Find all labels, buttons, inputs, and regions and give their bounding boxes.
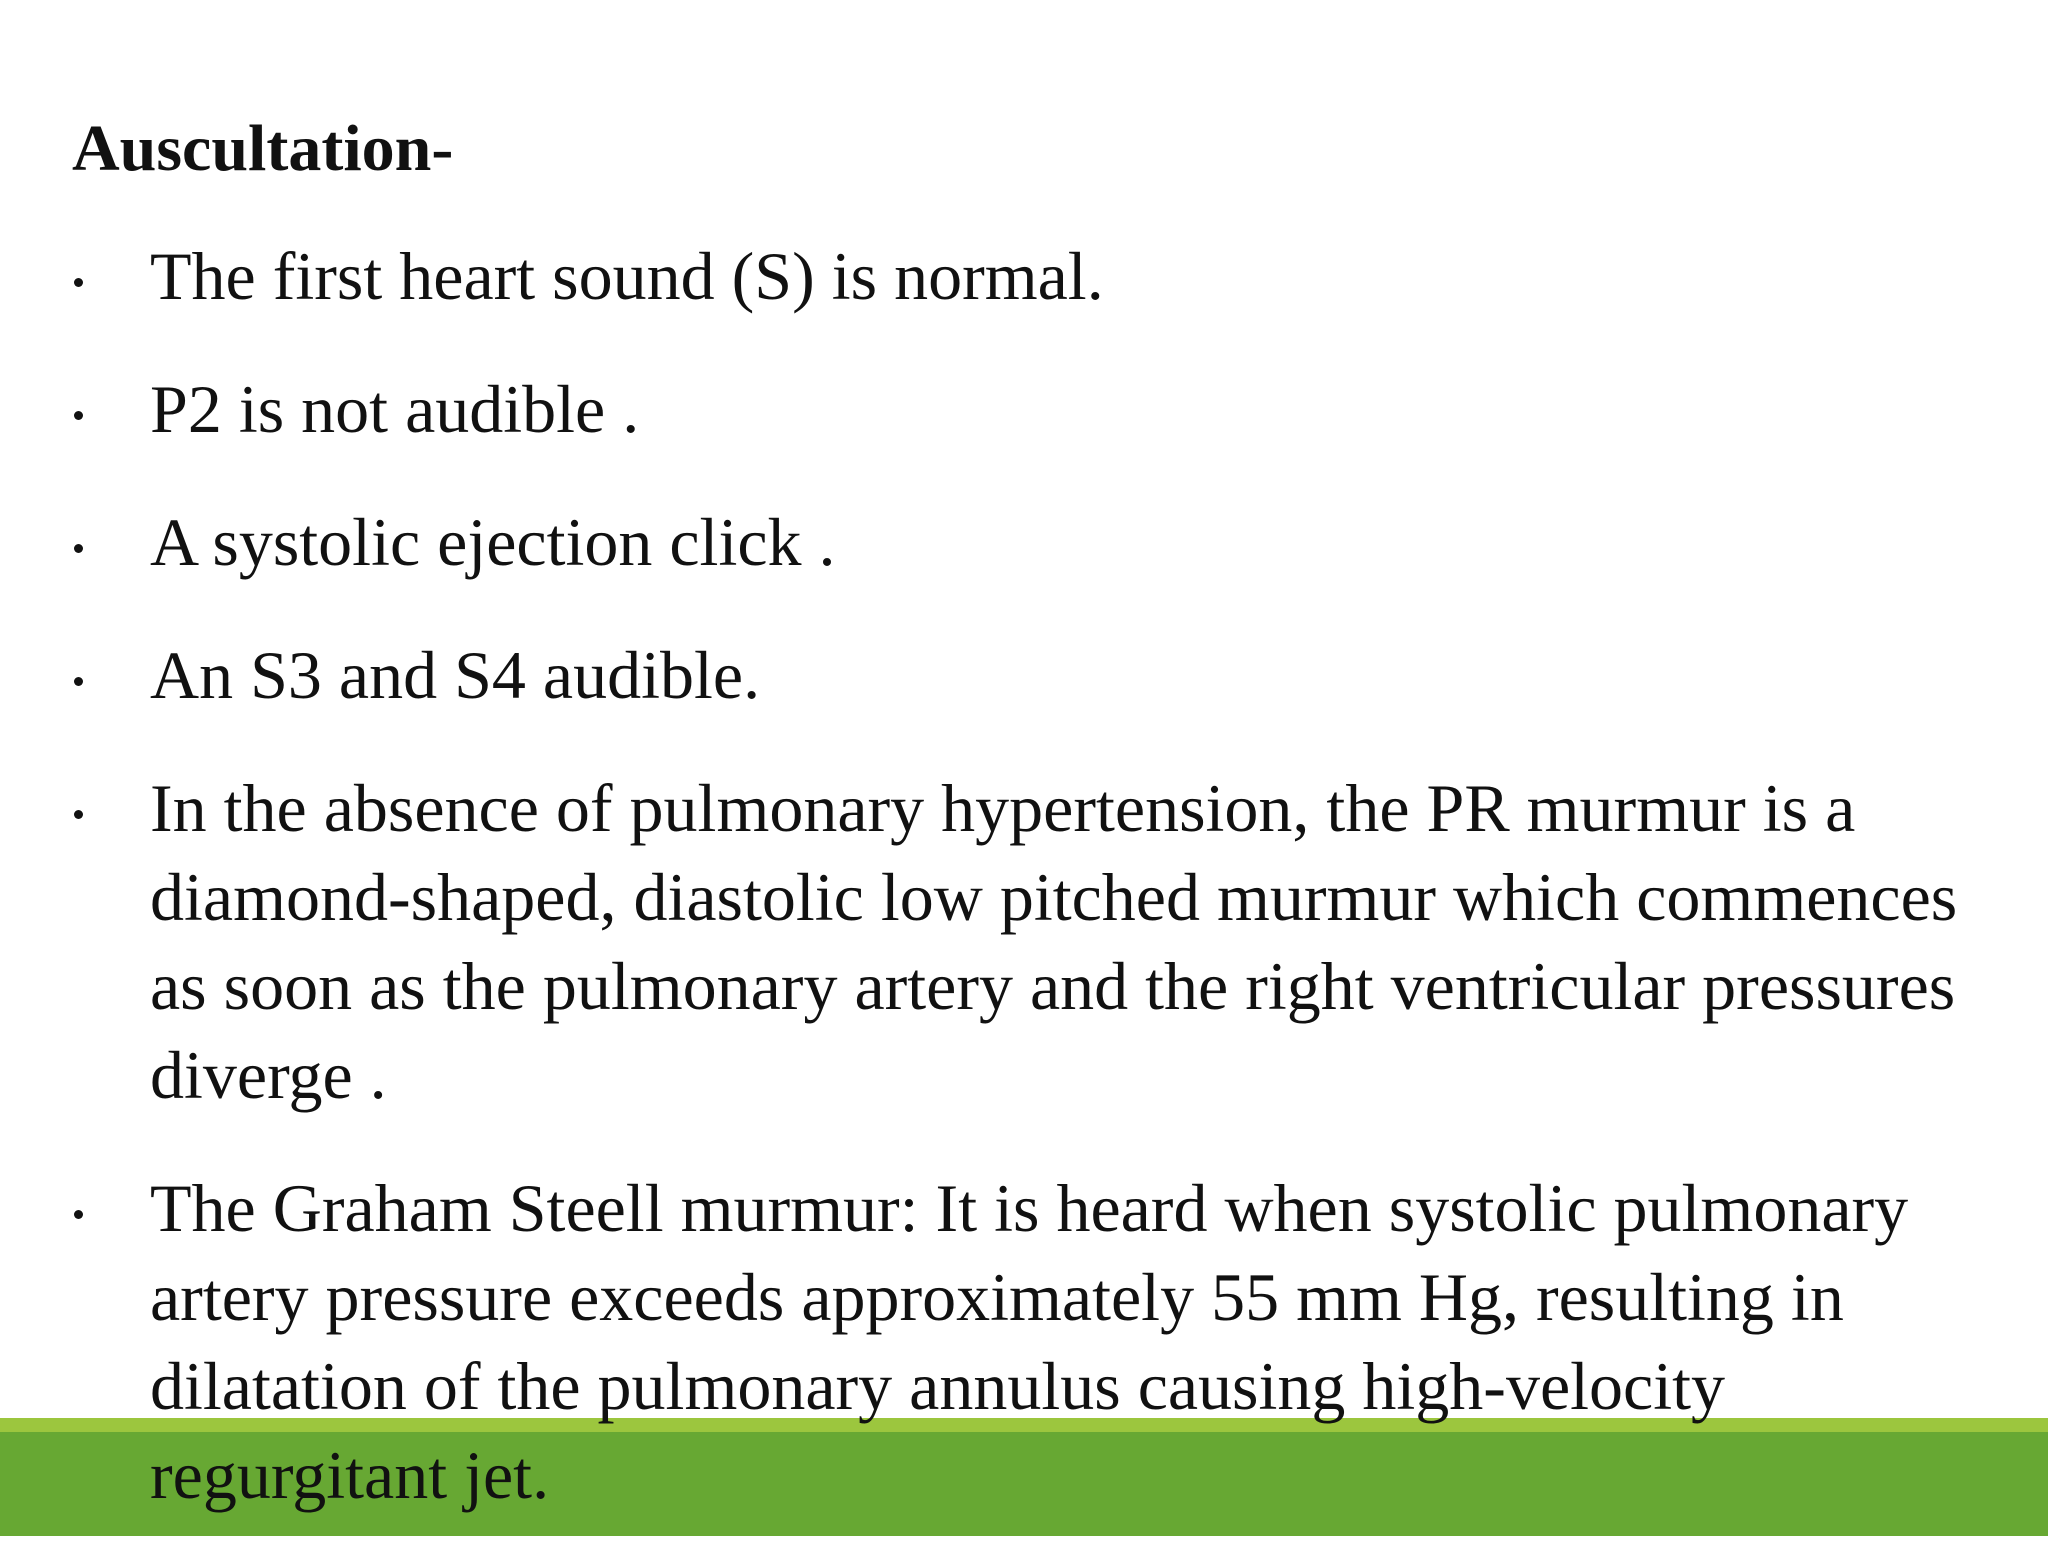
bullet-dot-icon: [74, 1210, 83, 1219]
bullet-dot-icon: [74, 278, 83, 287]
bullet-dot-icon: [74, 411, 83, 420]
bullet-dot-icon: [74, 810, 83, 819]
bullet-text: An S3 and S4 audible.: [150, 637, 761, 713]
bullet-text: The Graham Steell murmur: It is heard when systolic pulmonary artery pressure exceeds approximately 55 mm Hg, resulting in dilatation of the pulmonary annulus causing high-velocity regurgitant jet.: [150, 1170, 1909, 1513]
bullet-item: [0, 1164, 2048, 1520]
bullet-item: [0, 365, 2048, 454]
bullet-item: [0, 498, 2048, 587]
bullet-item: [0, 764, 2048, 1120]
bullet-list: [0, 232, 2048, 1564]
bullet-item: [0, 631, 2048, 720]
slide-heading: Auscultation-: [72, 112, 454, 185]
bullet-text: In the absence of pulmonary hypertension, the PR murmur is a diamond-shaped, diastolic low pitched murmur which commences as soon as the pulmonary artery and the right ventricular pressures diverge .: [150, 770, 1958, 1113]
bullet-text: A systolic ejection click .: [150, 504, 836, 580]
bullet-dot-icon: [74, 544, 83, 553]
bullet-item: [0, 232, 2048, 321]
bullet-text: P2 is not audible .: [150, 371, 640, 447]
bullet-dot-icon: [74, 677, 83, 686]
bullet-text: The first heart sound (S) is normal.: [150, 238, 1104, 314]
